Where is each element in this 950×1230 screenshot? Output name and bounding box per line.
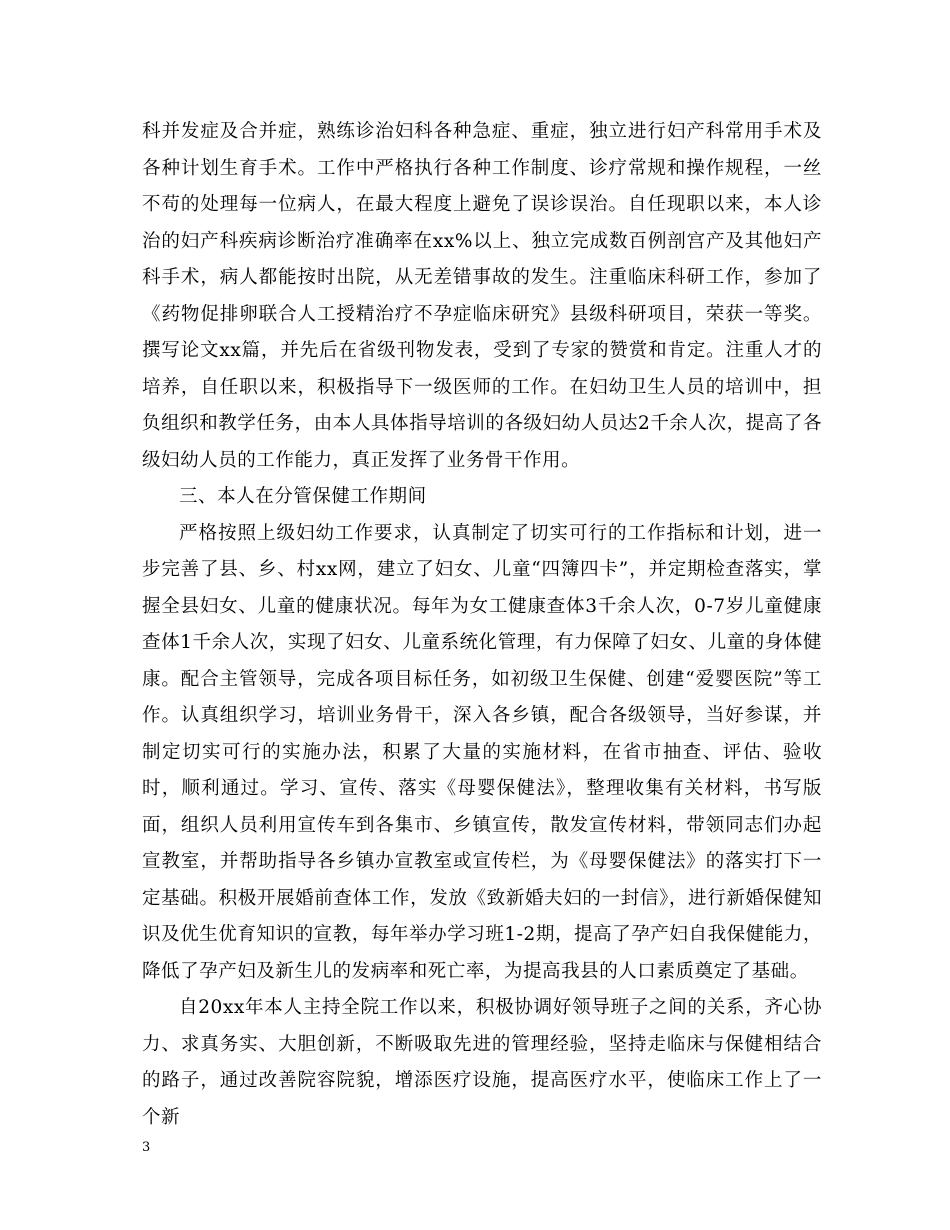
paragraph-health-work: 严格按照上级妇幼工作要求，认真制定了切实可行的工作指标和计划，进一步完善了县、乡、村xx网，建立了妇女、儿童“四簿四卡”，并定期检查落实，掌握全县妇女、儿童的健康状况。每年为女工健康查体3千余人次，0-7岁儿童健康查体1千余人次，实现了妇女、儿童系统化管理，有力保障了妇女、儿童的身体健康。配合主管领导，完成各项目标任务，如初级卫生保健、创建“爱婴医院”等工作。认真组织学习，培训业务骨干，深入各乡镇，配合各级领导，当好参谋，并制定切实可行的实施办法，积累了大量的实施材料，在省市抽查、评估、验收时，顺利通过。学习、宣传、落实《母婴保健法》，整理收集有关材料，书写版面，组织人员利用宣传车到各集市、乡镇宣传，散发宣传材料，带领同志们办起宣教室，并帮助指导各乡镇办宣教室或宣传栏，为《母婴保健法》的落实打下一定基础。积极开展婚前查体工作，发放《致新婚夫妇的一封信》，进行新婚保健知识及优生优育知识的宣教，每年举办学习班1-2期，提高了孕产妇自我保健能力，降低了孕产妇及新生儿的发病率和死亡率，为提高我县的人口素质奠定了基础。 <box>142 522 822 982</box>
page-number: 3 <box>142 1140 151 1155</box>
section-heading: 三、本人在分管保健工作期间 <box>179 486 427 507</box>
paragraph-continuation: 科并发症及合并症，熟练诊治妇科各种急症、重症，独立进行妇产科常用手术及各种计划生育手术。工作中严格执行各种工作制度、诊疗常规和操作规程，一丝不苟的处理每一位病人，在最大程度上避免了误诊误治。自任现职以来，本人诊治的妇产科疾病诊断治疗准确率在xx%以上、独立完成数百例剖宫产及其他妇产科手术，病人都能按时出院，从无差错事故的发生。注重临床科研工作，参加了《药物促排卵联合人工授精治疗不孕症临床研究》县级科研项目，荣获一等奖。撰写论文xx篇，并先后在省级刊物发表，受到了专家的赞赏和肯定。注重人才的培养，自任职以来，积极指导下一级医师的工作。在妇幼卫生人员的培训中，担负组织和教学任务，由本人具体指导培训的各级妇幼人员达2千余人次，提高了各级妇幼人员的工作能力，真正发挥了业务骨干作用。 <box>142 121 822 471</box>
document-body <box>142 114 822 1136</box>
paragraph-hospital-management: 自20xx年本人主持全院工作以来，积极协调好领导班子之间的关系，齐心协力、求真务实、大胆创新，不断吸取先进的管理经验，坚持走临床与保健相结合的路子，通过改善院容院貌，增添医疗设施，提高医疗水平，使临床工作上了一个新 <box>142 997 822 1128</box>
